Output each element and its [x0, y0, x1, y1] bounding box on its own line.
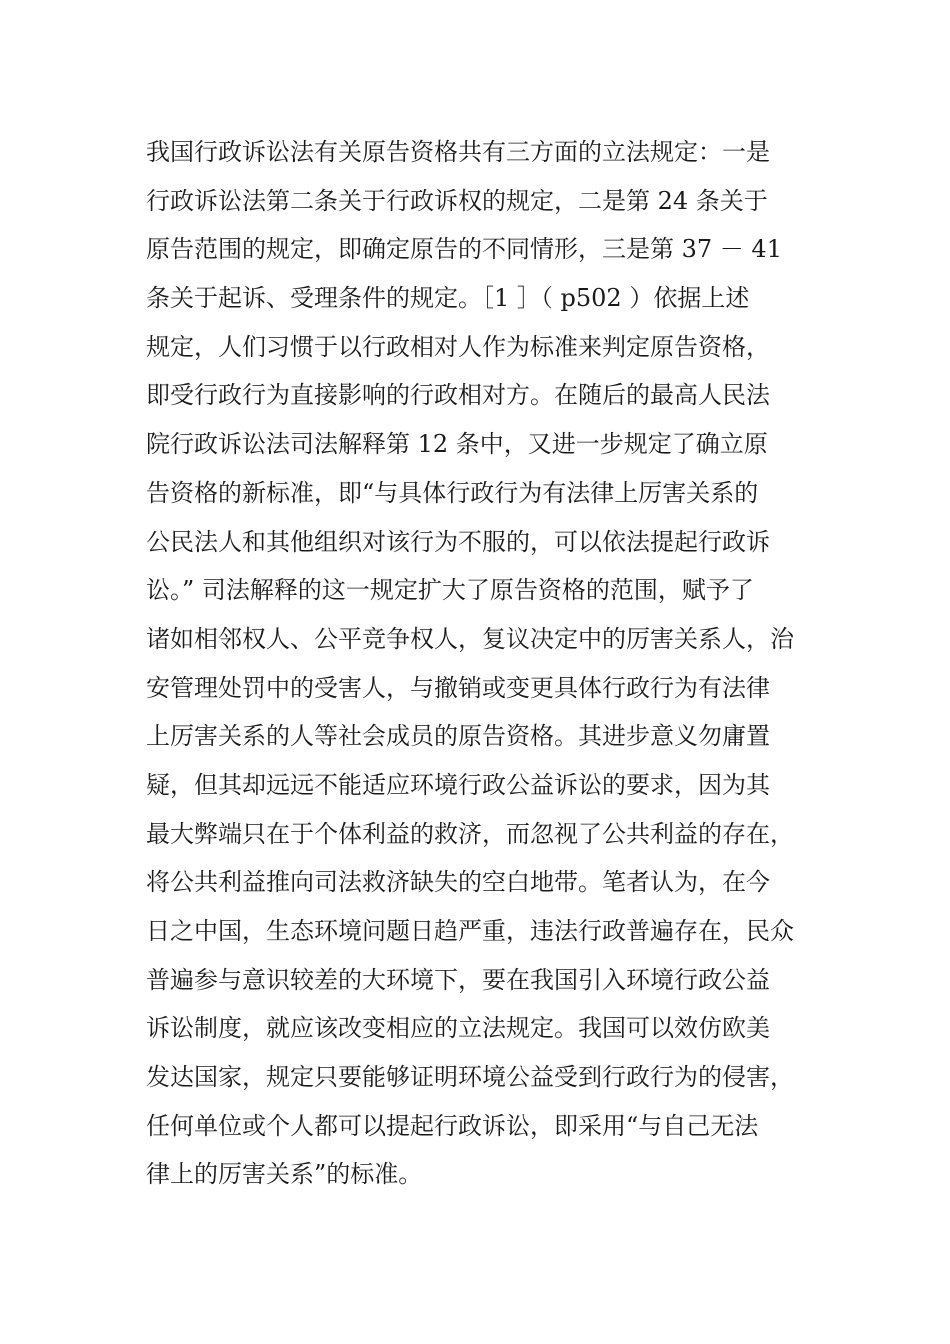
paragraph-line: 诸如相邻权人、公平竞争权人，复议决定中的厉害关系人，治: [146, 624, 794, 653]
paragraph-line: 律上的厉害关系”的标准。: [146, 1160, 423, 1189]
paragraph-line: 原告范围的规定，即确定原告的不同情形，三是第 37 － 41: [146, 235, 782, 264]
paragraph-line: 安管理处罚中的受害人，与撤销或变更具体行政行为有法律: [146, 673, 770, 702]
paragraph-line: 院行政诉讼法司法解释第 12 条中，又进一步规定了确立原: [146, 430, 768, 459]
paragraph-line: 行政诉讼法第二条关于行政诉权的规定，二是第 24 条关于: [146, 186, 768, 215]
paragraph-line: 日之中国，生态环境问题日趋严重，违法行政普遍存在，民众: [146, 917, 794, 945]
paragraph-line: 我国行政诉讼法有关原告资格共有三方面的立法规定：一是: [146, 138, 770, 166]
paragraph-line: 发达国家，规定只要能够证明环境公益受到行政行为的侵害，: [146, 1063, 794, 1092]
paragraph-line: 条关于起诉、受理条件的规定。［1 ］（ p502 ）依据上述: [146, 284, 750, 313]
paragraph-line: 告资格的新标准，即“与具体行政行为有法律上厉害关系的: [146, 478, 759, 507]
paragraph-line: 任何单位或个人都可以提起行政诉讼，即采用“与自己无法: [146, 1111, 759, 1140]
paragraph-line: 公民法人和其他组织对该行为不服的，可以依法提起行政诉: [146, 527, 770, 556]
paragraph-line: 讼。” 司法解释的这一规定扩大了原告资格的范围，赋予了: [146, 576, 754, 605]
paragraph-line: 上厉害关系的人等社会成员的原告资格。其进步意义勿庸置: [146, 722, 770, 751]
paragraph-line: 将公共利益推向司法救济缺失的空白地带。笔者认为，在今: [146, 868, 770, 897]
body-paragraph: [146, 128, 826, 1199]
paragraph-line: 规定，人们习惯于以行政相对人作为标准来判定原告资格，: [146, 332, 770, 361]
paragraph-line: 普遍参与意识较差的大环境下，要在我国引入环境行政公益: [146, 965, 770, 994]
paragraph-line: 诉讼制度，就应该改变相应的立法规定。我国可以效仿欧美: [146, 1014, 770, 1043]
paragraph-line: 疑，但其却远远不能适应环境行政公益诉讼的要求，因为其: [146, 770, 770, 799]
paragraph-line: 即受行政行为直接影响的行政相对方。在随后的最高人民法: [146, 381, 770, 410]
paragraph-line: 最大弊端只在于个体利益的救济，而忽视了公共利益的存在，: [146, 819, 794, 848]
